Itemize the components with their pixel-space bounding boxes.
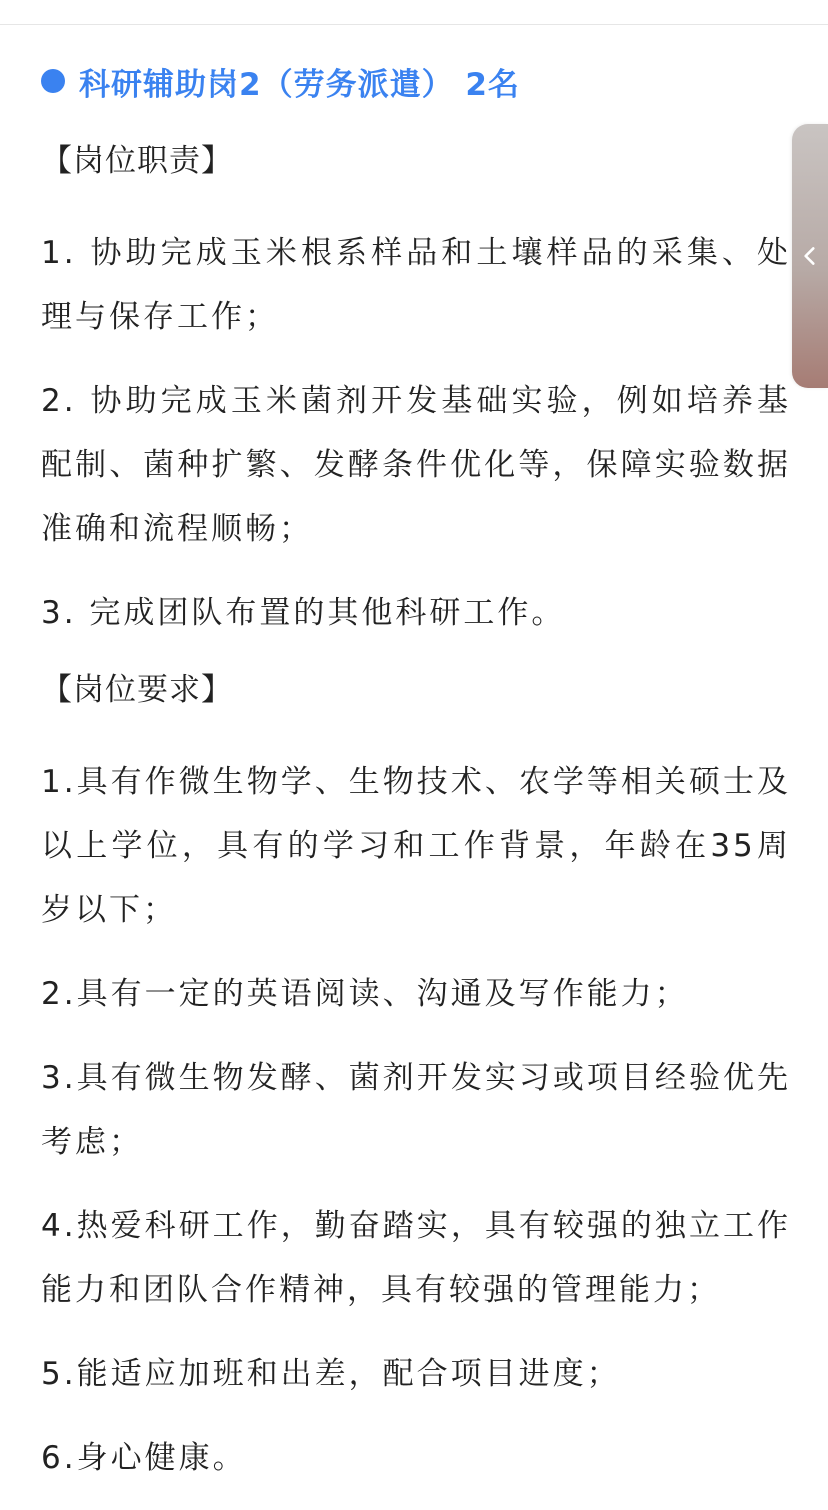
job-heading: [41, 56, 791, 106]
requirement-item: 5.能适应加班和出差，配合项目进度；: [41, 1356, 621, 1392]
job-posting-content: [41, 56, 791, 1510]
chevron-left-icon: [797, 243, 823, 269]
bullet-dot-icon: [41, 69, 65, 93]
top-divider: [0, 0, 828, 25]
requirement-item: 6.身心健康。: [41, 1440, 247, 1476]
duty-item: 1. 协助完成玉米根系样品和土壤样品的采集、处理与保存工作；: [41, 235, 791, 335]
requirement-item: 3.具有微生物发酵、菌剂开发实习或项目经验优先考虑；: [41, 1060, 791, 1160]
requirement-item: 2.具有一定的英语阅读、沟通及写作能力；: [41, 976, 689, 1012]
side-drawer-tab[interactable]: [792, 124, 828, 388]
duty-item: 2. 协助完成玉米菌剂开发基础实验，例如培养基配制、菌种扩繁、发酵条件优化等，保障实验数据准确和流程顺畅；: [41, 383, 791, 547]
requirement-item: 4.热爱科研工作，勤奋踏实，具有较强的独立工作能力和团队合作精神，具有较强的管理能力；: [41, 1208, 791, 1308]
duties-label: 【岗位职责】: [41, 143, 233, 179]
requirement-item: 1.具有作微生物学、生物技术、农学等相关硕士及以上学位，具有的学习和工作背景，年龄在35周岁以下；: [41, 764, 791, 928]
job-title: 科研辅助岗2（劳务派遣） 2名: [79, 66, 520, 103]
requirements-label: 【岗位要求】: [41, 672, 233, 708]
duty-item: 3. 完成团队布置的其他科研工作。: [41, 595, 566, 631]
